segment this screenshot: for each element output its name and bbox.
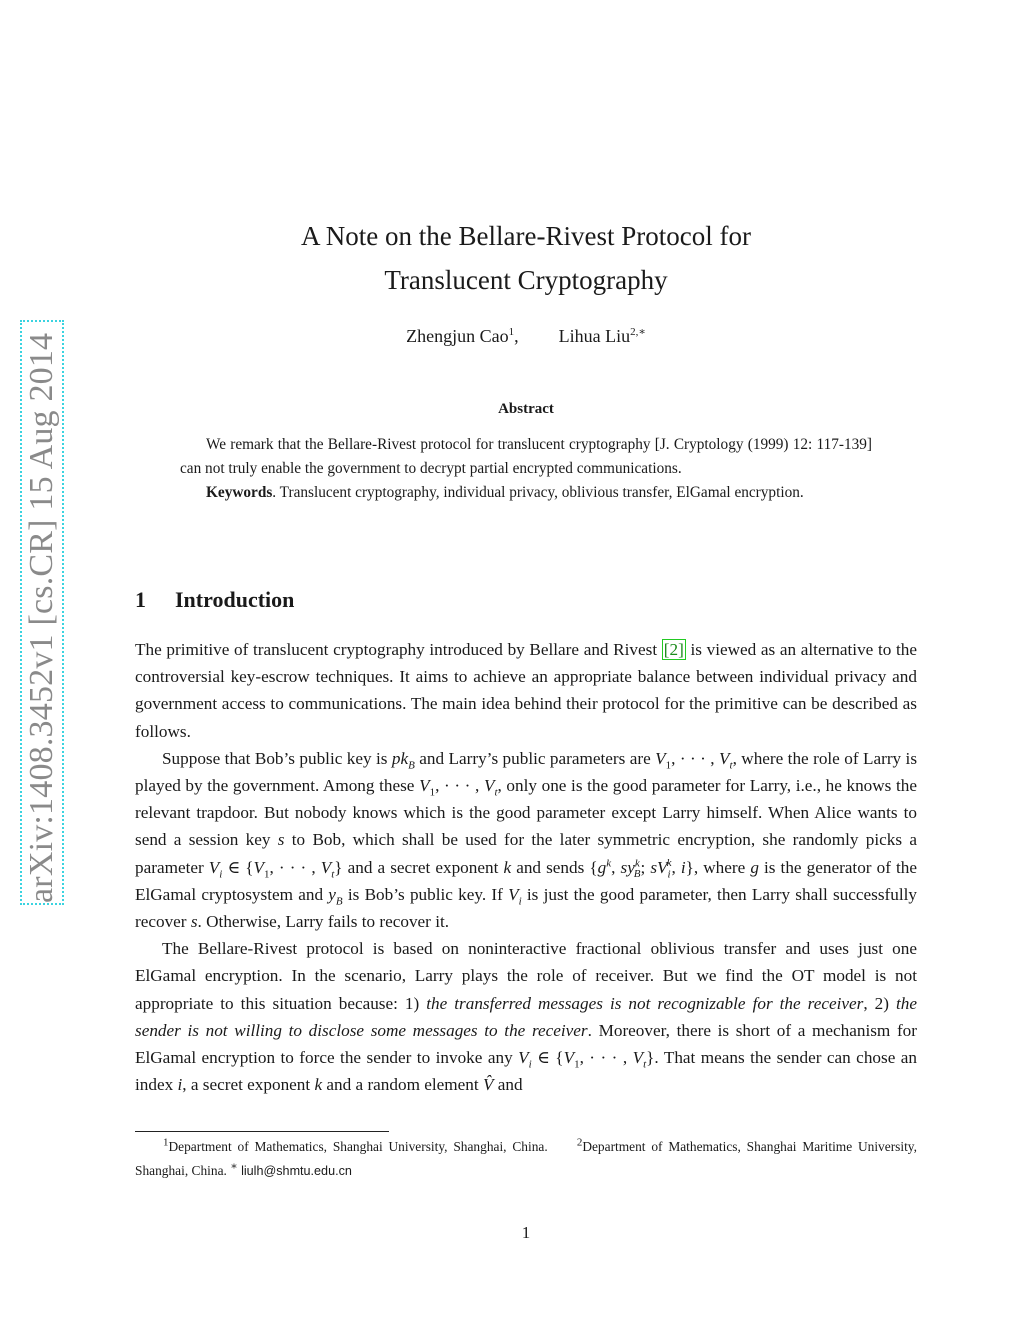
paragraph-1 — [135, 636, 917, 745]
paragraph-1-text-a: The primitive of translucent cryptography introduced by Bellare and Rivest — [135, 640, 662, 659]
footnote-2-text: Department of Mathematics, Shanghai Maritime University, Shanghai, China. — [135, 1139, 917, 1178]
keywords-line — [180, 481, 872, 505]
page-number: 1 — [521, 1223, 531, 1242]
section-heading — [135, 587, 294, 613]
footnote-star-mark: ∗ — [230, 1160, 238, 1173]
author-1: Zhengjun Cao — [406, 326, 509, 346]
abstract-body — [180, 433, 872, 505]
keywords-label: Keywords — [206, 484, 273, 501]
introduction-body — [135, 636, 917, 1098]
author-1-affiliation: 1 — [508, 326, 515, 338]
contact-email[interactable]: liulh@shmtu.edu.cn — [241, 1164, 352, 1178]
author-2-affiliation: 2,∗ — [630, 326, 646, 338]
footnotes — [135, 1135, 917, 1183]
section-title: Introduction — [175, 587, 295, 612]
keywords-text: . Translucent cryptography, individual privacy, oblivious transfer, ElGamal encryption. — [272, 484, 804, 501]
paragraph-2: Suppose that Bob’s public key is $pk_B$ and Larry’s public parameters are $V_1$, · · · , $V_t$, where the role of Larry is played by the government. Among these $V_1$, · · · , $V_t$, only one is the good parameter for Larry, i.e., he knows the relevant trapdoor. But nobody knows which is the good parameter except Larry himself. When Alice wants to send a session key s to Bob, which shall be used for the later symmetric encryption, she randomly picks a parameter $V_i$ ∈ {$V_1$, · · · , $V_t$} and a secret exponent k and sends {$g^k$, $sy^k_B$; $sV_i^k$, i}, where g is the generator of the ElGamal cryptosystem and $y_B$ is Bob’s public key. If $V_i$ is just the good parameter, then Larry shall successfully recover s. Otherwise, Larry fails to recover it. — [135, 748, 918, 932]
author-list: Zhengjun Cao$^1$, Lihua Liu$^{2,∗}$ — [406, 326, 646, 346]
paper-title-line1: A Note on the Bellare-Rivest Protocol for — [301, 221, 751, 251]
abstract-heading: Abstract — [498, 401, 554, 417]
footnote-2-mark: 2 — [576, 1136, 583, 1149]
paper-title-line2: Translucent Cryptography — [384, 265, 668, 295]
paragraph-1-text-b: is viewed as an alternative to the controversial key-escrow techniques. It aims to achieve an appropriate balance between individual privacy and government access to communications. The main idea behind their protocol for the primitive can be described as follows. — [135, 640, 917, 741]
paragraph-3: The Bellare-Rivest protocol is based on noninteractive fractional oblivious transfer and uses just one ElGamal encryption. In the scenario, Larry plays the role of receiver. But we find the OT model is not appropriate to this situation because: 1) the transferred messages is not recognizable for the receiver, 2) the sender is not willing to disclose some messages to the receiver. Moreover, there is short of a mechanism for ElGamal encryption to force the sender to invoke any $V_i$ ∈ {$V_1$, · · · , $V_t$}. That means the sender can chose an index i, a secret exponent k and a random element V̂ and — [135, 939, 918, 1095]
citation-link[interactable]: [2] — [663, 640, 684, 659]
footnote-1-mark: 1 — [163, 1136, 169, 1149]
footnote-rule — [135, 1131, 389, 1132]
arxiv-identifier: arXiv:1408.3452v1 [cs.CR] 15 Aug 2014 — [23, 332, 60, 903]
abstract-text: We remark that the Bellare-Rivest protocol for translucent cryptography [J. Cryptology (1999) 12: 117-139] can not truly enable the government to decrypt partial encrypted communications. — [180, 436, 872, 477]
author-2: Lihua Liu — [558, 326, 631, 346]
footnote-1-text: Department of Mathematics, Shanghai University, Shanghai, China. — [168, 1139, 548, 1154]
section-number: 1 — [135, 587, 146, 612]
